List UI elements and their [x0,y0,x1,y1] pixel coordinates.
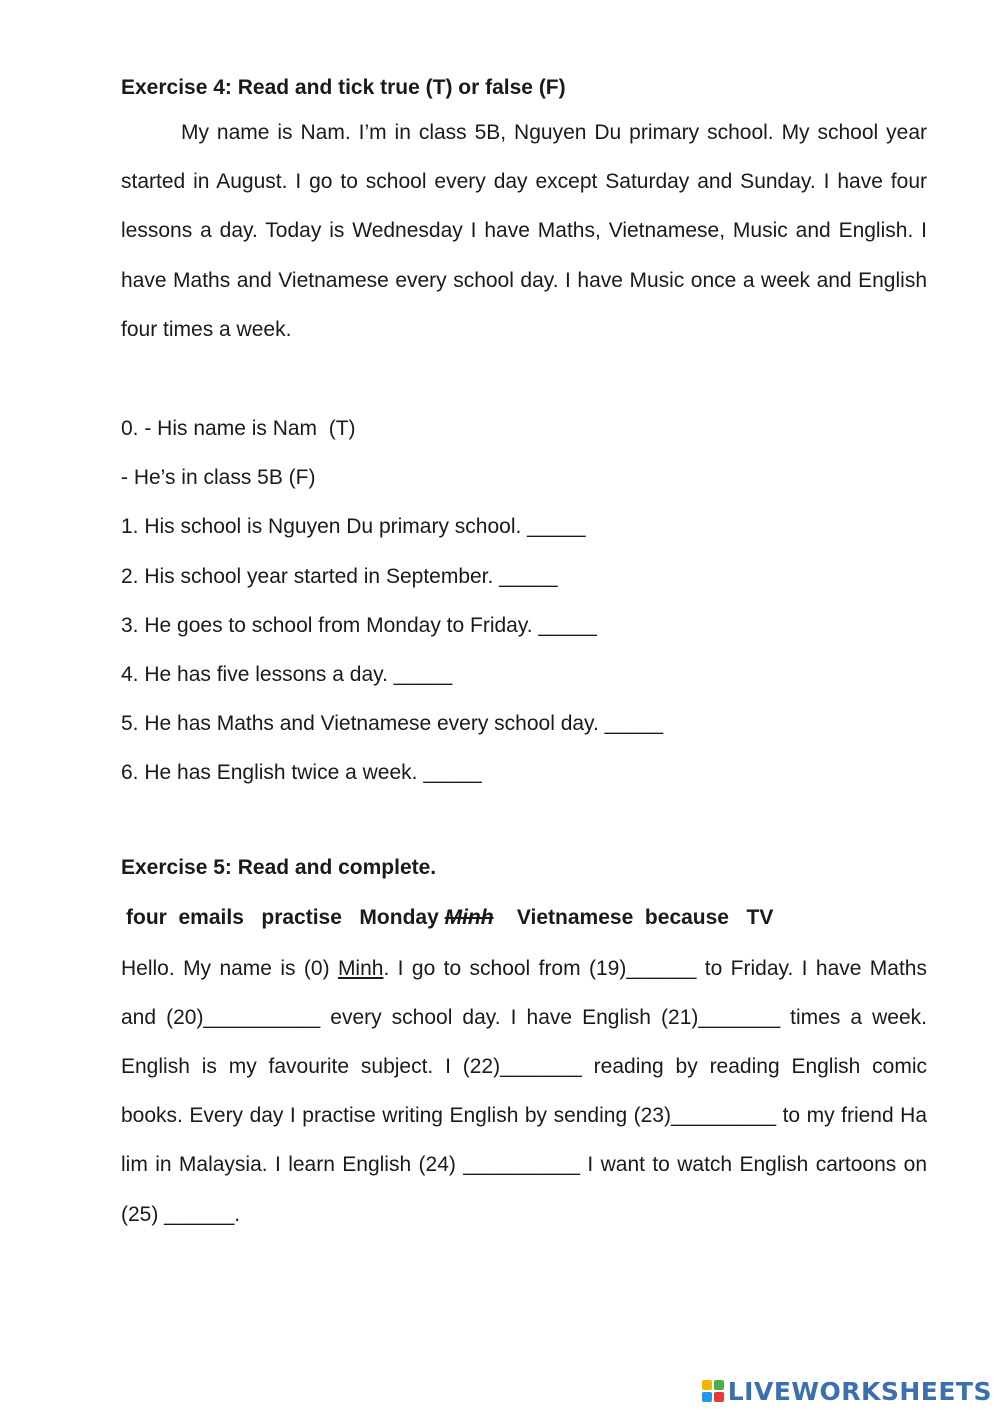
spacer [121,354,927,404]
word-bank-words: four emails practise Monday [126,905,445,929]
exercise-5-title: Exercise 5: Read and complete. [121,855,437,879]
passage-rest[interactable]: . I go to school from (19)______ to Friday. I have Maths and (20)__________ every school day. I have English (21)_______ times a week. English is my favourite subject. I (22)_______ reading by reading English comic books. Every day I practise writing English by sending (23)_________ to my friend Ha lim in Malaysia. I learn English (24) __________ I want to watch English cartoons on (25) ______. [121,956,927,1226]
logo-mark-icon [702,1380,724,1402]
example-item: 0. - His name is Nam (T) [121,417,356,441]
question-item[interactable]: 5. He has Maths and Vietnamese every school day. _____ [121,712,664,736]
logo-text: LIVEWORKSHEETS [727,1376,992,1406]
exercise-5-passage[interactable] [121,944,927,1239]
question-item[interactable]: 3. He goes to school from Monday to Friday. _____ [121,613,597,637]
question-item[interactable]: 1. His school is Nguyen Du primary school. _____ [121,515,586,539]
liveworksheets-logo [702,1373,992,1409]
exercise-4-passage: My name is Nam. I’m in class 5B, Nguyen Du primary school. My school year started in August. I go to school every day except Saturday and Sunday. I have four lessons a day. Today is Wednesday I have Maths, Vietnamese, Music and English. I have Maths and Vietnamese every school day. I have Music once a week and English four times a week. [121,121,927,341]
spacer [121,798,927,848]
worksheet-page [121,68,927,1239]
word-bank-struck-word: Minh [444,905,494,929]
word-bank-words: Vietnamese because TV [493,905,774,929]
question-item[interactable]: 4. He has five lessons a day. _____ [121,663,453,687]
word-bank [126,898,927,938]
question-item[interactable]: 6. He has English twice a week. _____ [121,761,482,785]
question-item[interactable]: 2. His school year started in September. _____ [121,564,558,588]
passage-example-answer: Minh [337,956,384,980]
passage-start: Hello. My name is (0) [121,956,338,980]
example-item: - He’s in class 5B (F) [121,466,316,490]
exercise-4-title: Exercise 4: Read and tick true (T) or false (F) [121,76,566,99]
